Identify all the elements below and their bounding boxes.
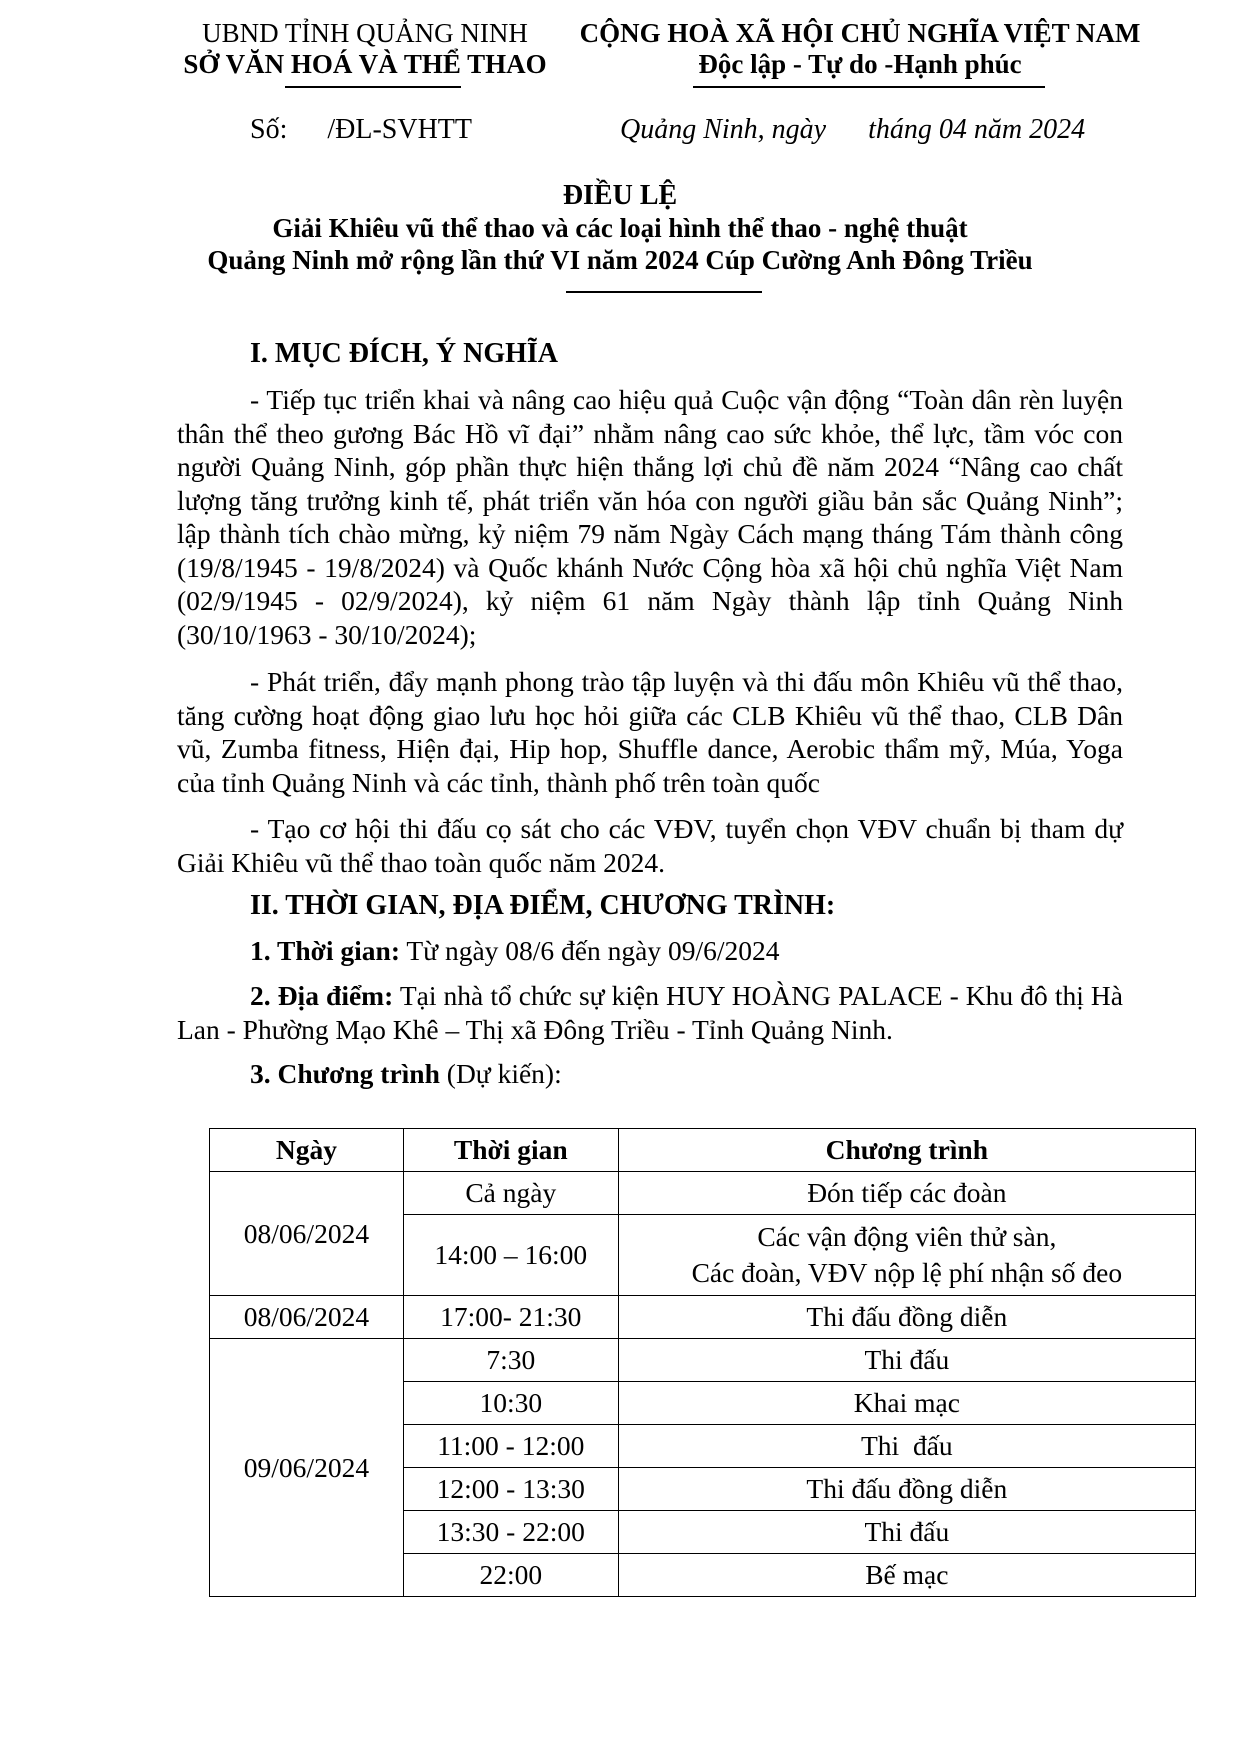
document-date: Quảng Ninh, ngày tháng 04 năm 2024 (620, 114, 1086, 145)
title-main: ĐIỀU LỆ (562, 180, 678, 211)
document-number-code: /ĐL-SVHTT (327, 114, 473, 145)
program-cell: Thi đấu (618, 1511, 1195, 1554)
header-time: Thời gian (403, 1129, 618, 1172)
program-cell: Đón tiếp các đoàn (618, 1172, 1195, 1215)
program-cell: Khai mạc (618, 1382, 1195, 1425)
time-cell: 10:30 (403, 1382, 618, 1425)
time-cell: 17:00- 21:30 (403, 1296, 618, 1339)
program-cell: Thi đấu (618, 1339, 1195, 1382)
table-row (210, 1172, 1196, 1215)
document-number-label: Số: (250, 114, 288, 145)
issuing-agency-parent: UBND TỈNH QUẢNG NINH (202, 18, 528, 48)
place-value: Tại nhà tổ chức sự kiện HUY HOÀNG PALACE - Khu đô thị Hà Lan - Phường Mạo Khê – Thị xã Đông Triều - Tỉnh Quảng Ninh. (177, 980, 1123, 1045)
header-date: Ngày (210, 1129, 404, 1172)
motto-underline (693, 86, 1045, 88)
program-cell-line-2: Các đoàn, VĐV nộp lệ phí nhận số đeo (691, 1257, 1123, 1288)
date-cell: 09/06/2024 (210, 1339, 404, 1597)
time-cell: 22:00 (403, 1554, 618, 1597)
program-cell (618, 1215, 1195, 1296)
table-row (210, 1296, 1196, 1339)
schedule-table (209, 1128, 1196, 1597)
time-cell: 7:30 (403, 1339, 618, 1382)
program-cell: Thi đấu (618, 1425, 1195, 1468)
issuing-agency (170, 18, 560, 80)
title-line-2: Giải Khiêu vũ thể thao và các loại hình thể thao - nghệ thuật (272, 213, 968, 243)
place-label: 2. Địa điểm: (250, 980, 394, 1011)
table-header-row (210, 1129, 1196, 1172)
motto: Độc lập - Tự do -Hạnh phúc (698, 49, 1022, 79)
time-label: 1. Thời gian: (250, 935, 400, 966)
agency-underline (285, 86, 461, 88)
issuing-agency-name: SỞ VĂN HOÁ VÀ THỂ THAO (183, 49, 547, 79)
header-program: Chương trình (618, 1129, 1195, 1172)
date-cell: 08/06/2024 (210, 1296, 404, 1339)
country-name: CỘNG HOÀ XÃ HỘI CHỦ NGHĨA VIỆT NAM (579, 18, 1141, 48)
time-line (250, 935, 779, 967)
program-cell: Bế mạc (618, 1554, 1195, 1597)
time-value: Từ ngày 08/6 đến ngày 09/6/2024 (399, 935, 780, 966)
national-motto (560, 18, 1160, 80)
program-label: 3. Chương trình (250, 1058, 440, 1089)
time-cell: Cả ngày (403, 1172, 618, 1215)
time-cell: 11:00 - 12:00 (403, 1425, 618, 1468)
program-line (250, 1058, 562, 1090)
time-cell: 14:00 – 16:00 (403, 1215, 618, 1296)
section-2-heading: II. THỜI GIAN, ĐỊA ĐIỂM, CHƯƠNG TRÌNH: (250, 890, 836, 921)
program-note: (Dự kiến): (439, 1058, 562, 1089)
section-1-paragraph-2: - Phát triển, đẩy mạnh phong trào tập luyện và thi đấu môn Khiêu vũ thể thao, tăng cường hoạt động giao lưu học hỏi giữa các CLB Khiêu vũ thể thao, CLB Dân vũ, Zumba fitness, Hiện đại, Hip hop, Shuffle dance, Aerobic thẩm mỹ, Múa, Yoga của tỉnh Quảng Ninh và các tỉnh, thành phố trên toàn quốc (177, 666, 1123, 798)
document-title (150, 180, 1090, 276)
place-paragraph (177, 979, 1123, 1046)
program-cell: Thi đấu đồng diễn (618, 1468, 1195, 1511)
program-cell-line-1: Các vận động viên thử sàn, (757, 1221, 1057, 1252)
section-1-paragraph-3: - Tạo cơ hội thi đấu cọ sát cho các VĐV, tuyển chọn VĐV chuẩn bị tham dự Giải Khiêu vũ thể thao toàn quốc năm 2024. (177, 813, 1123, 878)
time-cell: 12:00 - 13:30 (403, 1468, 618, 1511)
program-cell: Thi đấu đồng diễn (618, 1296, 1195, 1339)
title-line-3: Quảng Ninh mở rộng lần thứ VI năm 2024 Cúp Cường Anh Đông Triều (207, 245, 1033, 275)
date-cell: 08/06/2024 (210, 1172, 404, 1296)
document-number (250, 114, 472, 146)
section-1-paragraph-1: - Tiếp tục triển khai và nâng cao hiệu quả Cuộc vận động “Toàn dân rèn luyện thân thể theo gương Bác Hồ vĩ đại” nhằm nâng cao sức khỏe, thể lực, tầm vóc con người Quảng Ninh, góp phần thực hiện thắng lợi chủ đề năm 2024 “Nâng cao chất lượng tăng trưởng kinh tế, phát triển văn hóa con người giầu bản sắc Quảng Ninh”; lập thành tích chào mừng, kỷ niệm 79 năm Ngày Cách mạng tháng Tám thành công (19/8/1945 - 19/8/2024) và Quốc khánh Nước Cộng hòa xã hội chủ nghĩa Việt Nam (02/9/1945 - 02/9/2024), kỷ niệm 61 năm Ngày thành lập tỉnh Quảng Ninh (30/10/1963 - 30/10/2024); (177, 384, 1123, 650)
title-underline (566, 291, 762, 293)
table-row (210, 1339, 1196, 1382)
time-cell: 13:30 - 22:00 (403, 1511, 618, 1554)
section-1-heading: I. MỤC ĐÍCH, Ý NGHĨA (250, 338, 558, 369)
